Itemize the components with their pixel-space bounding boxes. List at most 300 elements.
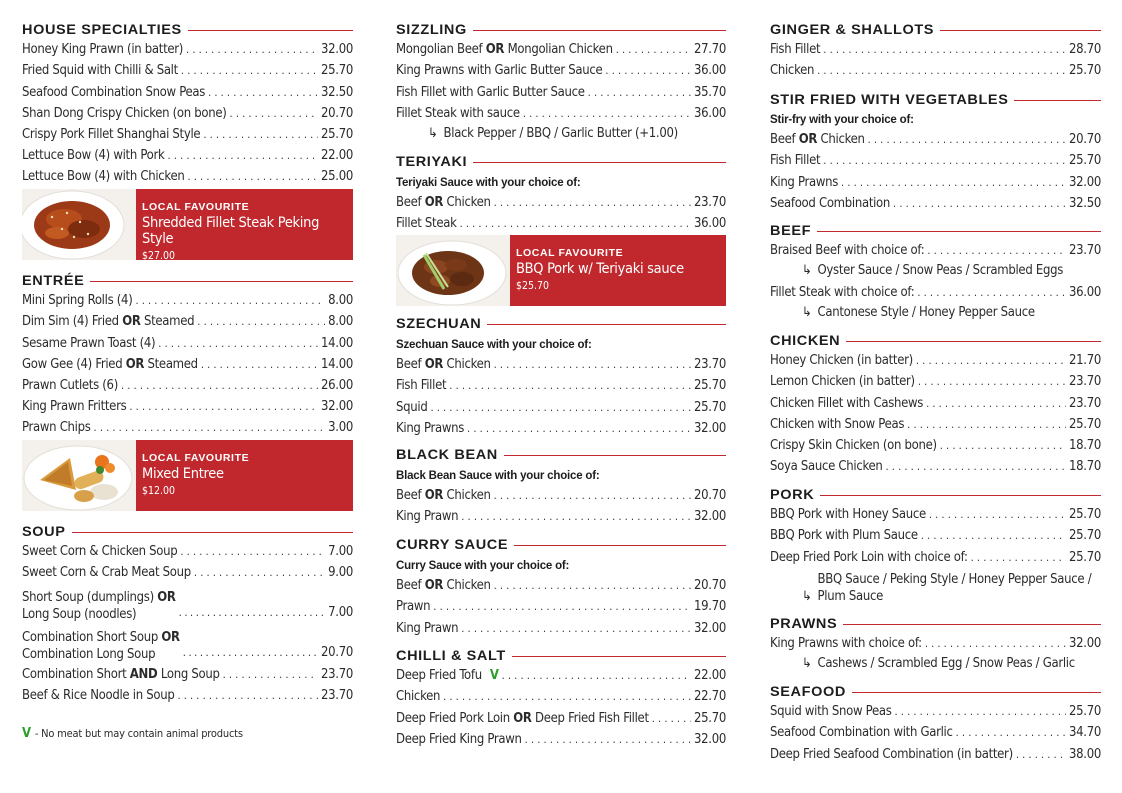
- dot-leader: [494, 357, 691, 373]
- menu-item: [770, 240, 1101, 261]
- dot-leader: [223, 667, 318, 683]
- item-name: Sweet Corn & Chicken Soup: [22, 544, 178, 560]
- item-price: 23.70: [694, 195, 726, 211]
- dot-leader: [197, 314, 325, 330]
- favourite-title: Shredded Fillet Steak Peking Style: [142, 215, 320, 247]
- dish-photo-icon: [22, 440, 136, 511]
- menu-item: [770, 171, 1101, 192]
- dot-leader: [917, 285, 1066, 301]
- item-price: 8.00: [328, 293, 353, 309]
- menu-item: [396, 506, 726, 527]
- item-price: 32.00: [321, 42, 353, 58]
- dot-leader: [180, 544, 325, 560]
- menu-item: [22, 417, 353, 438]
- dot-leader: [201, 357, 318, 373]
- heading-rule: [1014, 100, 1101, 101]
- section-title: PORK: [770, 487, 815, 503]
- item-name: Squid: [396, 399, 428, 415]
- local-favourite-banner: [22, 440, 353, 511]
- dot-leader: [186, 42, 318, 58]
- section-title: BEEF: [770, 223, 812, 239]
- menu-item: [770, 193, 1101, 214]
- item-name: Fish Fillet with Garlic Butter Sauce: [396, 84, 585, 100]
- item-price: 28.70: [1069, 42, 1101, 58]
- dot-leader: [616, 42, 691, 58]
- menu-item: [22, 103, 353, 124]
- menu-item: [22, 375, 353, 396]
- menu-item: [22, 332, 353, 353]
- menu-item: [770, 150, 1101, 171]
- menu-item: [770, 371, 1101, 392]
- section-chilli-salt: [396, 648, 726, 750]
- item-price: 25.70: [694, 710, 726, 726]
- menu-item: [396, 213, 726, 234]
- arrow-return-icon: ↳: [802, 656, 812, 672]
- item-option-note: ↳ Cashews / Scrambled Egg / Snow Peas / Garlic: [770, 654, 1101, 675]
- section-heading: [396, 316, 726, 332]
- item-option-note: ↳ Cantonese Style / Honey Pepper Sauce: [770, 303, 1101, 324]
- menu-item: [396, 103, 726, 124]
- dot-leader: [823, 153, 1066, 169]
- section-heading: [22, 273, 353, 289]
- section-prawns: [770, 616, 1101, 675]
- menu-item: [396, 729, 726, 750]
- menu-item: [396, 81, 726, 102]
- item-name: Chicken Fillet with Cashews: [770, 395, 924, 411]
- heading-rule: [820, 495, 1101, 496]
- menu-item: [22, 39, 353, 60]
- menu-item: [770, 546, 1101, 567]
- section-heading: [770, 333, 1101, 349]
- section-heading: [770, 223, 1101, 239]
- item-price: 20.70: [1069, 132, 1101, 148]
- arrow-return-icon: ↳: [802, 263, 812, 279]
- section-title: SEAFOOD: [770, 684, 846, 700]
- item-price: 23.70: [1069, 243, 1101, 259]
- menu-item: [770, 282, 1101, 303]
- item-name: Beef OR Chicken: [396, 488, 491, 504]
- local-favourite-banner: [396, 235, 726, 306]
- vegetarian-note: [22, 726, 243, 741]
- item-name: Seafood Combination with Garlic: [770, 725, 953, 741]
- item-name: Beef OR Chicken: [770, 132, 865, 148]
- dot-leader: [907, 417, 1066, 433]
- arrow-return-icon: ↳: [802, 588, 812, 604]
- item-price: 23.70: [694, 357, 726, 373]
- item-price: 9.00: [328, 565, 353, 581]
- favourite-title: Mixed Entree: [142, 466, 224, 482]
- section-entree: [22, 273, 353, 438]
- menu-item: [22, 685, 353, 706]
- item-name: BBQ Pork with Plum Sauce: [770, 528, 918, 544]
- favourite-price: $12.00: [142, 485, 176, 497]
- section-heading: [770, 616, 1101, 632]
- menu-item: [770, 722, 1101, 743]
- item-name: Deep Fried Pork Loin OR Deep Fried Fish Fillet: [396, 710, 649, 726]
- vegetarian-mark: V: [489, 668, 499, 684]
- item-name: Sesame Prawn Toast (4): [22, 335, 156, 351]
- item-name: Chicken: [396, 689, 441, 705]
- menu-item: [396, 596, 726, 617]
- item-price: 32.00: [321, 399, 353, 415]
- section-title: BLACK BEAN: [396, 447, 498, 463]
- section-subtitle: Teriyaki Sauce with your choice of:: [396, 177, 581, 189]
- item-name: Combination Short AND Long Soup: [22, 666, 220, 682]
- dot-leader: [823, 42, 1066, 58]
- item-price: 23.70: [1069, 395, 1101, 411]
- item-name: Lettuce Bow (4) with Pork: [22, 148, 165, 164]
- dot-leader: [494, 578, 691, 594]
- dish-photo-icon: [396, 235, 510, 306]
- item-name: King Prawns with choice of:: [770, 636, 922, 652]
- item-price: 32.00: [694, 420, 726, 436]
- item-price: 25.70: [1069, 63, 1101, 79]
- item-name: Chicken: [770, 63, 815, 79]
- menu-item: [770, 435, 1101, 456]
- section-title: SIZZLING: [396, 22, 467, 38]
- item-price: 8.00: [328, 314, 353, 330]
- menu-item: [770, 504, 1101, 525]
- item-name: BBQ Pork with Honey Sauce: [770, 507, 926, 523]
- menu-item: [396, 665, 726, 686]
- item-name: Fish Fillet: [396, 378, 447, 394]
- menu-item: [22, 290, 353, 311]
- item-price: 25.70: [694, 399, 726, 415]
- section-seafood: [770, 684, 1101, 765]
- item-price: 7.00: [328, 544, 353, 560]
- arrow-return-icon: ↳: [802, 305, 812, 321]
- section-heading: [22, 524, 353, 540]
- item-price: 25.70: [1069, 416, 1101, 432]
- item-name: Deep Fried King Prawn: [396, 731, 522, 747]
- dot-leader: [868, 132, 1066, 148]
- section-title: SZECHUAN: [396, 316, 482, 332]
- item-option-note: ↳ BBQ Sauce / Peking Style / Honey Pepper Sauce / Plum Sauce: [802, 571, 1092, 604]
- item-name: Dim Sim (4) Fried OR Steamed: [22, 314, 195, 330]
- menu-item: [396, 686, 726, 707]
- item-price: 23.70: [321, 687, 353, 703]
- section-heading: [396, 154, 726, 170]
- section-heading: [770, 487, 1101, 503]
- item-price: 32.50: [321, 84, 353, 100]
- item-name: Fried Squid with Chilli & Salt: [22, 63, 178, 79]
- dot-leader: [893, 196, 1066, 212]
- dish-photo-peking-steak: [22, 189, 136, 261]
- item-price: 22.70: [694, 689, 726, 705]
- heading-rule: [188, 30, 353, 31]
- favourite-label: LOCAL FAVOURITE: [142, 452, 250, 464]
- section-title: CHILLI & SALT: [396, 648, 506, 664]
- item-name: Fillet Steak with sauce: [396, 105, 520, 121]
- column-3: [770, 0, 1101, 793]
- dot-leader: [605, 63, 691, 79]
- menu-item: [770, 743, 1101, 764]
- item-name: Squid with Snow Peas: [770, 704, 892, 720]
- column-1: [22, 0, 353, 793]
- section-title: PRAWNS: [770, 616, 838, 632]
- item-price: 22.00: [321, 148, 353, 164]
- item-price: 21.70: [1069, 353, 1101, 369]
- item-price: 35.70: [694, 84, 726, 100]
- item-price: 7.00: [328, 605, 353, 621]
- menu-item: [22, 166, 353, 187]
- section-chicken: [770, 333, 1101, 477]
- dot-leader: [817, 63, 1066, 79]
- dot-leader: [467, 421, 691, 437]
- dot-leader: [461, 621, 691, 637]
- menu-item: [396, 396, 726, 417]
- vegetarian-note-text: - No meat but may contain animal products: [34, 727, 243, 740]
- section-soup: [22, 524, 353, 706]
- item-name: Deep Fried Pork Loin with choice of:: [770, 549, 968, 565]
- item-price: 25.70: [321, 63, 353, 79]
- item-name: Beef OR Chicken: [396, 578, 491, 594]
- item-price: 20.70: [694, 488, 726, 504]
- item-price: 25.70: [1069, 153, 1101, 169]
- dot-leader: [168, 148, 319, 164]
- section-beef: [770, 223, 1101, 324]
- favourite-label: LOCAL FAVOURITE: [516, 247, 624, 259]
- menu-item: [770, 392, 1101, 413]
- item-price: 32.00: [694, 509, 726, 525]
- menu-item: [22, 60, 353, 81]
- dot-leader: [502, 668, 691, 684]
- menu-item: [396, 39, 726, 60]
- dot-leader: [494, 195, 691, 211]
- dot-leader: [187, 169, 318, 185]
- item-price: 26.00: [321, 377, 353, 393]
- menu-item: [396, 60, 726, 81]
- section-heading: [396, 22, 726, 38]
- item-price: 20.70: [694, 578, 726, 594]
- item-name: Fillet Steak: [396, 216, 457, 232]
- local-favourite-banner: [22, 189, 353, 260]
- menu-item: [396, 418, 726, 439]
- menu-item: [770, 39, 1101, 60]
- section-heading: [770, 92, 1101, 108]
- section-title: TERIYAKI: [396, 154, 468, 170]
- menu-item: [770, 633, 1101, 654]
- item-price: 36.00: [694, 63, 726, 79]
- menu-item: [396, 707, 726, 728]
- item-name: Honey King Prawn (in batter): [22, 42, 184, 58]
- dot-leader: [971, 550, 1066, 566]
- menu-item: [22, 81, 353, 102]
- heading-rule: [473, 162, 726, 163]
- heading-rule: [843, 624, 1101, 625]
- section-house-specialties: [22, 22, 353, 187]
- item-name: Chicken with Snow Peas: [770, 416, 905, 432]
- item-name: King Prawn: [396, 620, 459, 636]
- item-name: Deep Fried Seafood Combination (in batter): [770, 746, 1013, 762]
- menu-item: [396, 375, 726, 396]
- heading-rule: [817, 231, 1101, 232]
- item-price: 36.00: [694, 105, 726, 121]
- menu-item: [22, 562, 353, 583]
- dot-leader: [430, 400, 691, 416]
- dot-leader: [525, 732, 691, 748]
- dot-leader: [925, 636, 1066, 652]
- item-name: Combination Short Soup OR Combination Long Soup: [22, 630, 180, 663]
- dot-leader: [886, 459, 1067, 475]
- item-name: Crispy Pork Fillet Shanghai Style: [22, 126, 201, 142]
- dot-leader: [918, 374, 1066, 390]
- dot-leader: [121, 378, 318, 394]
- item-name: Beef & Rice Noodle in Soup: [22, 687, 175, 703]
- item-name: Soya Sauce Chicken: [770, 459, 883, 475]
- item-price: 32.00: [694, 731, 726, 747]
- item-name: Prawn Chips: [22, 420, 91, 436]
- section-black-bean: [396, 447, 726, 527]
- item-name: Seafood Combination Snow Peas: [22, 84, 206, 100]
- item-price: 3.00: [328, 420, 353, 436]
- dot-leader: [230, 106, 318, 122]
- dot-leader: [449, 378, 691, 394]
- dot-leader: [177, 688, 318, 704]
- menu-item: [770, 60, 1101, 81]
- section-heading: [396, 537, 726, 553]
- heading-rule: [504, 455, 726, 456]
- menu-item: [22, 663, 353, 684]
- section-title: HOUSE SPECIALTIES: [22, 22, 182, 38]
- item-name: Lemon Chicken (in batter): [770, 374, 915, 390]
- item-name: Beef OR Chicken: [396, 195, 491, 211]
- item-price: 25.70: [321, 126, 353, 142]
- section-pork: [770, 487, 1101, 605]
- heading-rule: [487, 324, 726, 325]
- favourite-title: BBQ Pork w/ Teriyaki sauce: [516, 261, 684, 277]
- menu-item: [396, 354, 726, 375]
- item-name: Fish Fillet: [770, 153, 821, 169]
- dish-photo-icon: [22, 189, 136, 260]
- item-name: Prawn Cutlets (6): [22, 377, 118, 393]
- item-name: Lettuce Bow (4) with Chicken: [22, 169, 185, 185]
- dot-leader: [926, 396, 1066, 412]
- item-name: Gow Gee (4) Fried OR Steamed: [22, 356, 198, 372]
- dish-photo-bbq-pork: [396, 235, 510, 307]
- menu-item: [22, 541, 353, 562]
- heading-rule: [846, 341, 1101, 342]
- item-name: King Prawns: [770, 174, 839, 190]
- item-price: 23.70: [1069, 374, 1101, 390]
- dot-leader: [940, 438, 1066, 454]
- dot-leader: [433, 599, 691, 615]
- item-name: King Prawn: [396, 509, 459, 525]
- item-name: King Prawn Fritters: [22, 399, 127, 415]
- item-name: Honey Chicken (in batter): [770, 353, 913, 369]
- dot-leader: [921, 528, 1066, 544]
- item-price: 14.00: [321, 356, 353, 372]
- item-price: 36.00: [694, 216, 726, 232]
- dot-leader: [494, 488, 691, 504]
- menu-item: [396, 575, 726, 596]
- section-heading: [770, 684, 1101, 700]
- item-price: 20.70: [321, 105, 353, 121]
- menu-item: [22, 311, 353, 332]
- item-price: 18.70: [1069, 459, 1101, 475]
- section-title: GINGER & SHALLOTS: [770, 22, 935, 38]
- dot-leader: [208, 85, 318, 101]
- section-title: SOUP: [22, 524, 66, 540]
- dot-leader: [194, 565, 325, 581]
- item-name: Crispy Skin Chicken (on bone): [770, 437, 937, 453]
- dot-leader: [895, 704, 1067, 720]
- dot-leader: [929, 507, 1066, 523]
- section-curry-sauce: [396, 537, 726, 639]
- heading-rule: [512, 656, 726, 657]
- section-title: CHICKEN: [770, 333, 841, 349]
- item-option-note: ↳ Black Pepper / BBQ / Garlic Butter (+1.00): [396, 124, 726, 145]
- item-price: 19.70: [694, 599, 726, 615]
- dot-leader: [460, 216, 691, 232]
- menu-item: [770, 414, 1101, 435]
- item-price: 25.70: [1069, 549, 1101, 565]
- item-name: Seafood Combination: [770, 195, 891, 211]
- item-price: 14.00: [321, 335, 353, 351]
- dot-leader: [203, 127, 318, 143]
- item-price: 34.70: [1069, 725, 1101, 741]
- menu-item-two-line: [22, 623, 353, 663]
- section-title: STIR FRIED WITH VEGETABLES: [770, 92, 1009, 108]
- section-heading: [22, 22, 353, 38]
- menu-item: [22, 354, 353, 375]
- menu-item-two-line: [22, 583, 353, 623]
- menu-item: [770, 129, 1101, 150]
- dot-leader: [158, 336, 318, 352]
- item-name: Shan Dong Crispy Chicken (on bone): [22, 105, 227, 121]
- vegetarian-mark: V: [22, 726, 31, 741]
- item-name: Fillet Steak with choice of:: [770, 285, 915, 301]
- dot-leader: [179, 604, 326, 621]
- item-name: Prawn: [396, 599, 431, 615]
- section-subtitle: Black Bean Sauce with your choice of:: [396, 470, 600, 482]
- dish-photo-mixed-entree: [22, 440, 136, 512]
- item-price: 32.00: [1069, 636, 1101, 652]
- item-name: Mongolian Beef OR Mongolian Chicken: [396, 42, 613, 58]
- menu-item: [396, 617, 726, 638]
- menu-item: [770, 456, 1101, 477]
- item-name: Braised Beef with choice of:: [770, 243, 925, 259]
- item-price: 32.50: [1069, 195, 1101, 211]
- section-ginger-shallots: [770, 22, 1101, 81]
- dot-leader: [135, 293, 325, 309]
- dot-leader: [841, 175, 1066, 191]
- menu-item: [22, 124, 353, 145]
- item-price: 25.00: [321, 169, 353, 185]
- dot-leader: [129, 399, 318, 415]
- dot-leader: [588, 85, 691, 101]
- heading-rule: [90, 281, 353, 282]
- arrow-return-icon: ↳: [428, 125, 438, 141]
- item-option-note: ↳ Oyster Sauce / Snow Peas / Scrambled Eggs: [770, 261, 1101, 282]
- menu-item: [770, 525, 1101, 546]
- heading-rule: [852, 692, 1101, 693]
- item-price: 32.00: [1069, 174, 1101, 190]
- heading-rule: [514, 545, 726, 546]
- item-price: 38.00: [1069, 746, 1101, 762]
- item-name: Beef OR Chicken: [396, 357, 491, 373]
- dot-leader: [1016, 747, 1066, 763]
- section-subtitle: Szechuan Sauce with your choice of:: [396, 339, 592, 351]
- menu-item: [396, 485, 726, 506]
- menu-item: [22, 396, 353, 417]
- heading-rule: [72, 532, 354, 533]
- item-name: King Prawns: [396, 420, 465, 436]
- dot-leader: [183, 644, 318, 661]
- column-2: [396, 0, 726, 793]
- section-subtitle: Curry Sauce with your choice of:: [396, 560, 570, 572]
- section-sizzling: [396, 22, 726, 145]
